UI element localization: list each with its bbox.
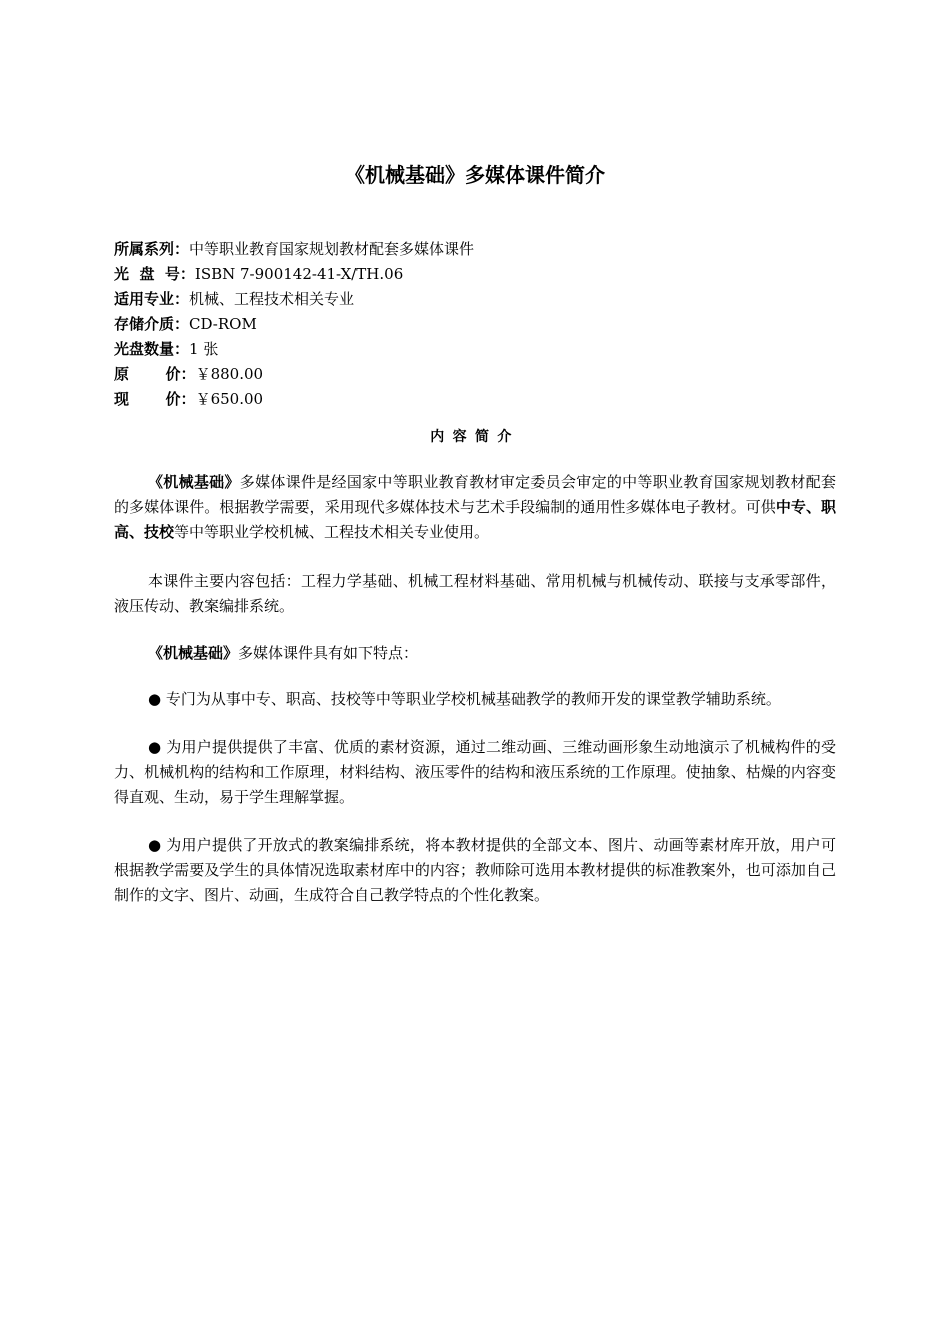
paragraph-intro xyxy=(114,470,836,545)
meta-row-medium xyxy=(114,312,836,337)
paragraph-contents xyxy=(114,569,836,619)
meta-value: 中等职业教育国家规划教材配套多媒体课件 xyxy=(189,240,475,258)
meta-value: ￥880.00 xyxy=(195,365,264,383)
meta-value: ￥650.00 xyxy=(195,390,264,408)
text-segment: 等中等职业学校机械、工程技术相关专业使用。 xyxy=(174,523,490,541)
bullet-item xyxy=(114,687,836,712)
text-segment: 多媒体课件具有如下特点： xyxy=(238,644,419,662)
bullet-text: ● 专门为从事中专、职高、技校等中等职业学校机械基础教学的教师开发的课堂教学辅助系统。 xyxy=(148,690,781,708)
meta-row-original-price xyxy=(114,362,836,387)
meta-label: 光 盘 号： xyxy=(114,265,195,283)
meta-row-disc-number xyxy=(114,262,836,287)
meta-row-disc-count xyxy=(114,337,836,362)
document-title: 《机械基础》多媒体课件简介 xyxy=(345,163,605,187)
meta-value: 1 张 xyxy=(189,340,219,358)
paragraph-contents-text: 本课件主要内容包括：工程力学基础、机械工程材料基础、常用机械与机械传动、联接与支承零部件，液压传动、教案编排系统。 xyxy=(114,572,836,615)
bold-title: 《机械基础》 xyxy=(148,644,239,662)
meta-label: 存储介质： xyxy=(114,315,190,333)
paragraph-features-intro xyxy=(114,641,836,666)
meta-value: ISBN 7-900142-41-X/TH.06 xyxy=(194,265,404,283)
meta-label: 原 价： xyxy=(114,365,196,383)
section-heading: 内容简介 xyxy=(430,429,520,445)
meta-label: 所属系列： xyxy=(114,240,190,258)
meta-label: 光盘数量： xyxy=(114,340,190,358)
bullet-text: ● 为用户提供提供了丰富、优质的素材资源，通过二维动画、三维动画形象生动地演示了机械构件的受力、机械机构的结构和工作原理，材料结构、液压零件的结构和液压系统的工作原理。使抽象、枯燥的内容变得直观、生动，易于学生理解掌握。 xyxy=(114,738,836,806)
bold-targets: 中专、职高、技校 xyxy=(114,498,836,541)
meta-row-major xyxy=(114,287,836,312)
bullet-item xyxy=(114,735,836,810)
meta-row-current-price xyxy=(114,387,836,412)
bold-title: 《机械基础》 xyxy=(148,473,240,491)
meta-value: CD-ROM xyxy=(189,315,257,333)
meta-row-series xyxy=(114,237,836,262)
bullet-item xyxy=(114,833,836,908)
meta-value: 机械、工程技术相关专业 xyxy=(189,290,355,308)
meta-label: 适用专业： xyxy=(114,290,190,308)
bullet-text: ● 为用户提供了开放式的教案编排系统，将本教材提供的全部文本、图片、动画等素材库开放，用户可根据教学需要及学生的具体情况选取素材库中的内容；教师除可选用本教材提供的标准教案外，也可添加自己制作的文字、图片、动画，生成符合自己教学特点的个性化教案。 xyxy=(114,836,836,904)
paragraph-intro-text xyxy=(114,470,836,545)
meta-label: 现 价： xyxy=(114,390,196,408)
text-segment: 多媒体课件是经国家中等职业教育教材审定委员会审定的中等职业教育国家规划教材配套的多媒体课件。根据教学需要，采用现代多媒体技术与艺术手段编制的通用性多媒体电子教材。可供 xyxy=(114,473,836,516)
metadata-list xyxy=(114,237,836,412)
paragraph-features-text xyxy=(114,641,836,666)
